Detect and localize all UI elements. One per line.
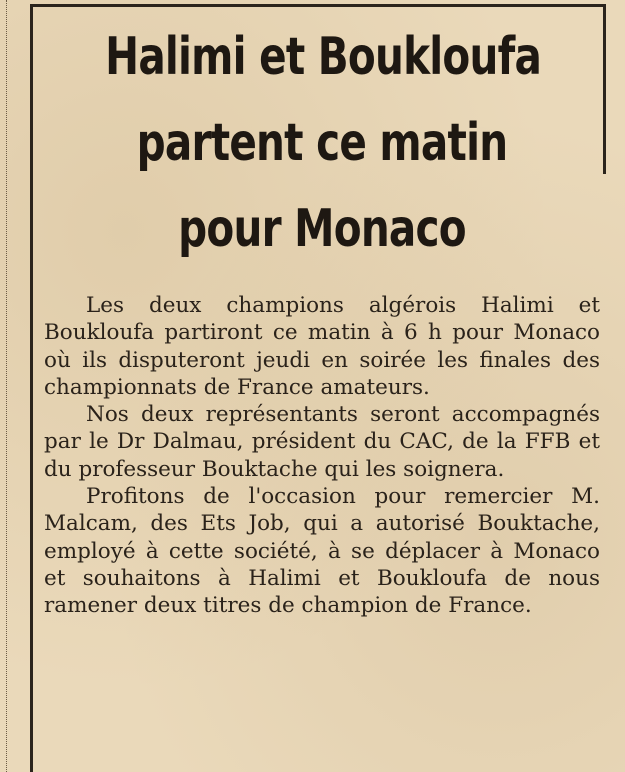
- paragraph-1: Les deux champions algérois Halimi et Boukloufa partiront ce matin à 6 h pour Monaco où ils disputeront jeudi en soirée les finales des championnats de France amateurs.: [44, 293, 600, 400]
- headline-line-2: partent ce matin: [136, 113, 508, 173]
- paragraph-2: Nos deux représentants seront accompagnés par le Dr Dalmau, président du CAC, de la FFB et du professeur Bouktache qui les soignera.: [44, 402, 600, 482]
- headline-line-1: Halimi et Boukloufa: [105, 27, 542, 87]
- headline-line-3: pour Monaco: [178, 199, 466, 259]
- headline: [105, 14, 542, 272]
- article-body: [44, 292, 600, 620]
- column-divider-left: [6, 0, 8, 772]
- left-rule: [30, 4, 33, 772]
- news-article: [44, 14, 600, 620]
- top-rule: [30, 4, 605, 7]
- paragraph-3: Profitons de l'occasion pour remercier M. Malcam, des Ets Job, qui a autorisé Bouktache, employé à cette société, à se déplacer à Monaco et souhaitons à Halimi et Boukloufa de nous ramener deux titres de champion de France.: [44, 484, 600, 619]
- right-rule: [603, 4, 606, 174]
